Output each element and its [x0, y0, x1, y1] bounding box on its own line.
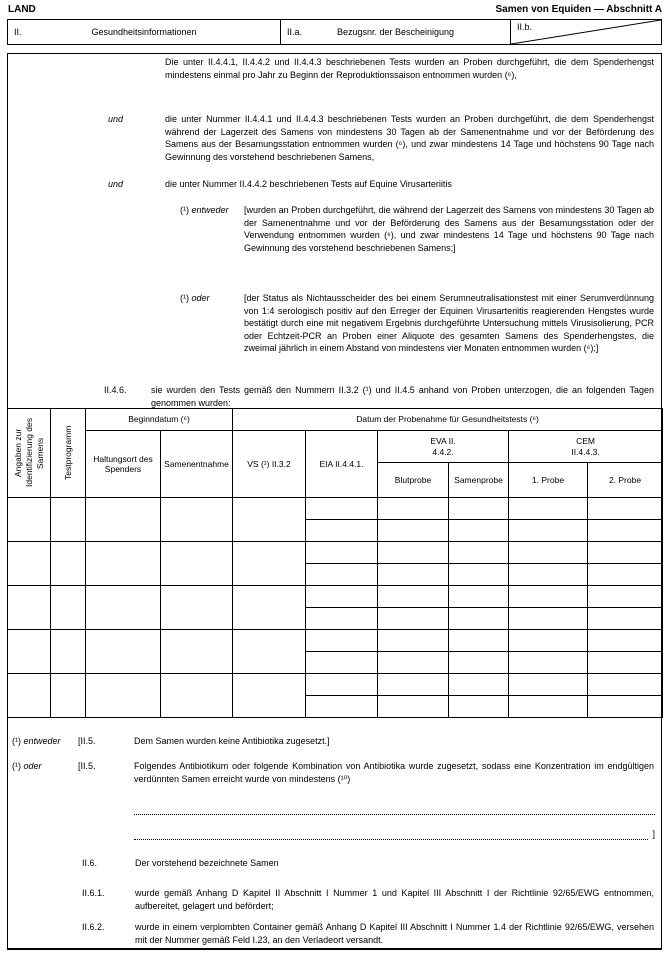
choice1-label: [180, 204, 229, 217]
col-header-first-probe: 1. Probe: [509, 463, 588, 498]
empty-entry-cell: [233, 674, 306, 718]
antibiotic-fill-line-2: [134, 829, 655, 840]
empty-entry-cell: [378, 542, 449, 564]
clause-ii46-text: sie wurden den Tests gemäß den Nummern II.3.2 (¹) und II.4.5 anhand von Proben unterzogen, die an folgenden Tagen genommen wurden:: [151, 385, 654, 408]
empty-entry-cell: [51, 586, 86, 630]
empty-entry-cell: [509, 564, 588, 586]
certificate-title: Samen von Equiden — Abschnitt A: [495, 4, 662, 15]
empty-entry-cell: [509, 586, 588, 608]
empty-entry-cell: [449, 586, 509, 608]
empty-entry-cell: [449, 674, 509, 696]
country-label: LAND: [8, 4, 36, 15]
empty-entry-cell: [588, 696, 663, 718]
col-header-holding-place: Haltungsort des Spenders: [86, 431, 161, 498]
footnote-1-marker: (¹): [12, 761, 21, 771]
empty-entry-cell: [449, 696, 509, 718]
empty-entry-cell: [449, 520, 509, 542]
empty-entry-cell: [588, 674, 663, 696]
statement-eva-tests: die unter Nummer II.4.4.2 beschriebenen Tests auf Equine Virusarteriitis: [165, 179, 452, 189]
choice1-text: [wurden an Proben durchgeführt, die während der Lagerzeit des Samens von mindestens 30 Tagen ab der Samenentnahme und vor der Beförderung des Samens aus der Besamungsstation oder der Verwendung entnommen wurden (⁶), und zwar mindestens 14 Tage und höchstens 90 Tage nach Gewinnung des vorstehend beschriebenen Samens;]: [244, 205, 654, 253]
empty-entry-cell: [378, 586, 449, 608]
empty-entry-cell: [509, 630, 588, 652]
col-header-vs-test: VS (¹) II.3.2: [233, 431, 306, 498]
choice2-label: [180, 292, 210, 305]
empty-entry-cell: [86, 542, 161, 586]
closing-bracket: ]: [652, 828, 655, 839]
conjunction-und-1: und: [108, 114, 124, 124]
diagonal-strikethrough-line: [511, 20, 661, 44]
empty-entry-cell: [161, 542, 233, 586]
choice2-word: oder: [191, 293, 210, 303]
empty-entry-cell: [51, 674, 86, 718]
empty-entry-cell: [588, 586, 663, 608]
field-iib-number: II.b.: [517, 21, 533, 32]
empty-entry-cell: [86, 498, 161, 542]
ii5-either-word: entweder: [23, 736, 61, 746]
statement-annual-tests: Die unter II.4.4.1, II.4.4.2 und II.4.4.3 beschriebenen Tests wurden an Proben durchgeführt, die dem Spenderhengst mindestens einmal pro Jahr zu Beginn der Reproduktionssaison entnommen wurden (⁶),: [165, 57, 654, 80]
clause-ii62-number: II.6.2.: [82, 922, 105, 932]
empty-entry-cell: [306, 608, 378, 630]
clause-ii6-text: Der vorstehend bezeichnete Samen: [135, 858, 279, 868]
clause-ii62-text: wurde in einem verplombten Container gemäß Anhang D Kapitel III Abschnitt I Nummer 1.4 der Richtlinie 92/65/EWG, versehen mit der Nummer gemäß Feld I.23, an den Verladeort versandt.: [135, 922, 654, 945]
ii5-either-label: [12, 735, 61, 748]
field-iia-number: II.a.: [287, 26, 303, 37]
empty-entry-cell: [378, 564, 449, 586]
empty-entry-cell: [449, 608, 509, 630]
dotted-line: [134, 804, 655, 815]
col-header-blood-sample: Blutprobe: [378, 463, 449, 498]
clause-ii61-text: wurde gemäß Anhang D Kapitel II Abschnitt I Nummer 1 und Kapitel III Abschnitt I der Richtlinie 92/65/EWG entnommen, aufbereitet, gelagert und befördert;: [135, 888, 654, 911]
empty-entry-cell: [378, 630, 449, 652]
conjunction-und-2: und: [108, 179, 124, 189]
empty-entry-cell: [161, 674, 233, 718]
ii5-either-number: [II.5.: [78, 736, 96, 746]
field-iia-cell: [281, 20, 511, 44]
empty-entry-cell: [51, 498, 86, 542]
col-header-semen-sample: Samenprobe: [449, 463, 509, 498]
empty-entry-cell: [378, 652, 449, 674]
empty-entry-cell: [306, 520, 378, 542]
empty-entry-cell: [306, 696, 378, 718]
empty-entry-cell: [588, 564, 663, 586]
empty-entry-cell: [588, 498, 663, 520]
empty-entry-cell: [306, 674, 378, 696]
dotted-line: [134, 829, 648, 840]
empty-entry-cell: [51, 630, 86, 674]
part-ii-cell: [8, 20, 281, 44]
part-ii-header-row: [7, 19, 662, 45]
field-iib-cell: [511, 20, 661, 44]
col-header-eia-test: EIA II.4.4.1.: [306, 431, 378, 498]
choice1-word: entweder: [191, 205, 229, 215]
ii5-or-label: [12, 760, 42, 773]
footnote-1-marker: (¹): [12, 736, 21, 746]
empty-entry-cell: [378, 608, 449, 630]
empty-entry-cell: [449, 498, 509, 520]
empty-entry-cell: [306, 630, 378, 652]
empty-entry-cell: [449, 564, 509, 586]
empty-entry-cell: [509, 696, 588, 718]
col-header-eva-test: [378, 431, 509, 463]
col-header-semen-collection: Samenentnahme: [161, 431, 233, 498]
empty-entry-cell: [588, 608, 663, 630]
col-header-test-programme: Testprogramm: [51, 409, 86, 498]
empty-entry-cell: [8, 630, 51, 674]
empty-entry-cell: [8, 586, 51, 630]
empty-entry-cell: [588, 520, 663, 542]
empty-entry-cell: [161, 586, 233, 630]
empty-entry-cell: [509, 652, 588, 674]
empty-entry-cell: [233, 542, 306, 586]
empty-entry-cell: [378, 498, 449, 520]
empty-entry-cell: [233, 630, 306, 674]
col-header-second-probe: 2. Probe: [588, 463, 663, 498]
ii5-either-text: Dem Samen wurden keine Antibiotika zugesetzt.]: [134, 736, 330, 746]
sampling-dates-table: [7, 408, 663, 718]
clause-ii61-number: II.6.1.: [82, 888, 105, 898]
col-header-sampling-date: Datum der Probenahme für Gesundheitstests (⁶): [233, 409, 663, 431]
col-header-semen-identification: Angaben zur Identifizierung des Samens: [8, 409, 51, 498]
col-header-cem-test: [509, 431, 663, 463]
empty-entry-cell: [509, 608, 588, 630]
cem-line1: CEM: [576, 436, 595, 446]
empty-entry-cell: [306, 498, 378, 520]
footnote-1-marker: (¹): [180, 205, 189, 215]
empty-entry-cell: [449, 542, 509, 564]
footnote-1-marker: (¹): [180, 293, 189, 303]
eva-line1: EVA II.: [430, 436, 456, 446]
empty-entry-cell: [588, 630, 663, 652]
part-title: Gesundheitsinformationen: [91, 26, 197, 37]
ii5-or-word: oder: [23, 761, 42, 771]
empty-entry-cell: [588, 542, 663, 564]
col-header-begin-date: Beginndatum (⁶): [86, 409, 233, 431]
empty-entry-cell: [86, 630, 161, 674]
empty-entry-cell: [51, 542, 86, 586]
empty-entry-cell: [233, 586, 306, 630]
empty-entry-cell: [449, 630, 509, 652]
empty-entry-cell: [8, 674, 51, 718]
empty-entry-cell: [8, 542, 51, 586]
choice2-text: [der Status als Nichtausscheider des bei einem Serumneutralisationstest mit einer Serumverdünnung von 1:4 serologisch positiv auf den Erreger der Equinen Virusarteriitis reagierenden Hengstes wurde bestätigt durch eine mit negativem Ergebnis durchgeführte Untersuchung mittels Virusisolierung, PCR oder Echtzeit-PCR an Proben einer Aliquote des gesamten Samens des Spenderhengstes, die zweimal jährlich in einem Abstand von mindestens vier Monaten entnommen wurden (⁶);]: [244, 293, 654, 353]
empty-entry-cell: [306, 652, 378, 674]
empty-entry-cell: [161, 630, 233, 674]
statement-storage-tests: die unter Nummer II.4.4.1 und II.4.4.3 beschriebenen Tests wurden an Proben durchgeführt, die dem Spenderhengst während der Lagerzeit des Samens von mindestens 30 Tagen ab der Samenentnahme und vor der Beförderung des Samens aus der Besamungsstation entnommen wurden (⁶), und zwar mindestens 14 Tage und höchstens 90 Tage nach Gewinnung des vorstehend beschriebenen Samens,: [165, 114, 654, 162]
empty-entry-cell: [306, 564, 378, 586]
empty-entry-cell: [509, 674, 588, 696]
empty-entry-cell: [378, 696, 449, 718]
clause-ii46-number: II.4.6.: [104, 385, 127, 395]
ii5-or-number: [II.5.: [78, 761, 96, 771]
empty-entry-cell: [306, 542, 378, 564]
empty-entry-cell: [449, 652, 509, 674]
empty-entry-cell: [161, 498, 233, 542]
eva-line2: 4.4.2.: [432, 446, 454, 457]
empty-entry-cell: [306, 586, 378, 608]
field-iia-label: Bezugsnr. der Bescheinigung: [336, 26, 455, 37]
empty-entry-cell: [509, 498, 588, 520]
empty-entry-cell: [509, 520, 588, 542]
sampling-table-body: [8, 498, 663, 718]
cem-line2: II.4.4.3.: [571, 446, 600, 457]
clause-ii6-number: II.6.: [82, 858, 98, 868]
antibiotic-fill-line-1: [134, 804, 655, 815]
empty-entry-cell: [86, 586, 161, 630]
empty-entry-cell: [8, 498, 51, 542]
empty-entry-cell: [233, 498, 306, 542]
part-number: II.: [14, 26, 22, 37]
empty-entry-cell: [378, 674, 449, 696]
empty-entry-cell: [588, 652, 663, 674]
empty-entry-cell: [509, 542, 588, 564]
ii5-or-text: Folgendes Antibiotikum oder folgende Kombination von Antibiotika wurde zugesetzt, sodass eine Konzentration im endgültigen verdünnten Samen erreicht wurde von mindestens (¹⁰): [134, 761, 654, 784]
empty-entry-cell: [378, 520, 449, 542]
empty-entry-cell: [86, 674, 161, 718]
